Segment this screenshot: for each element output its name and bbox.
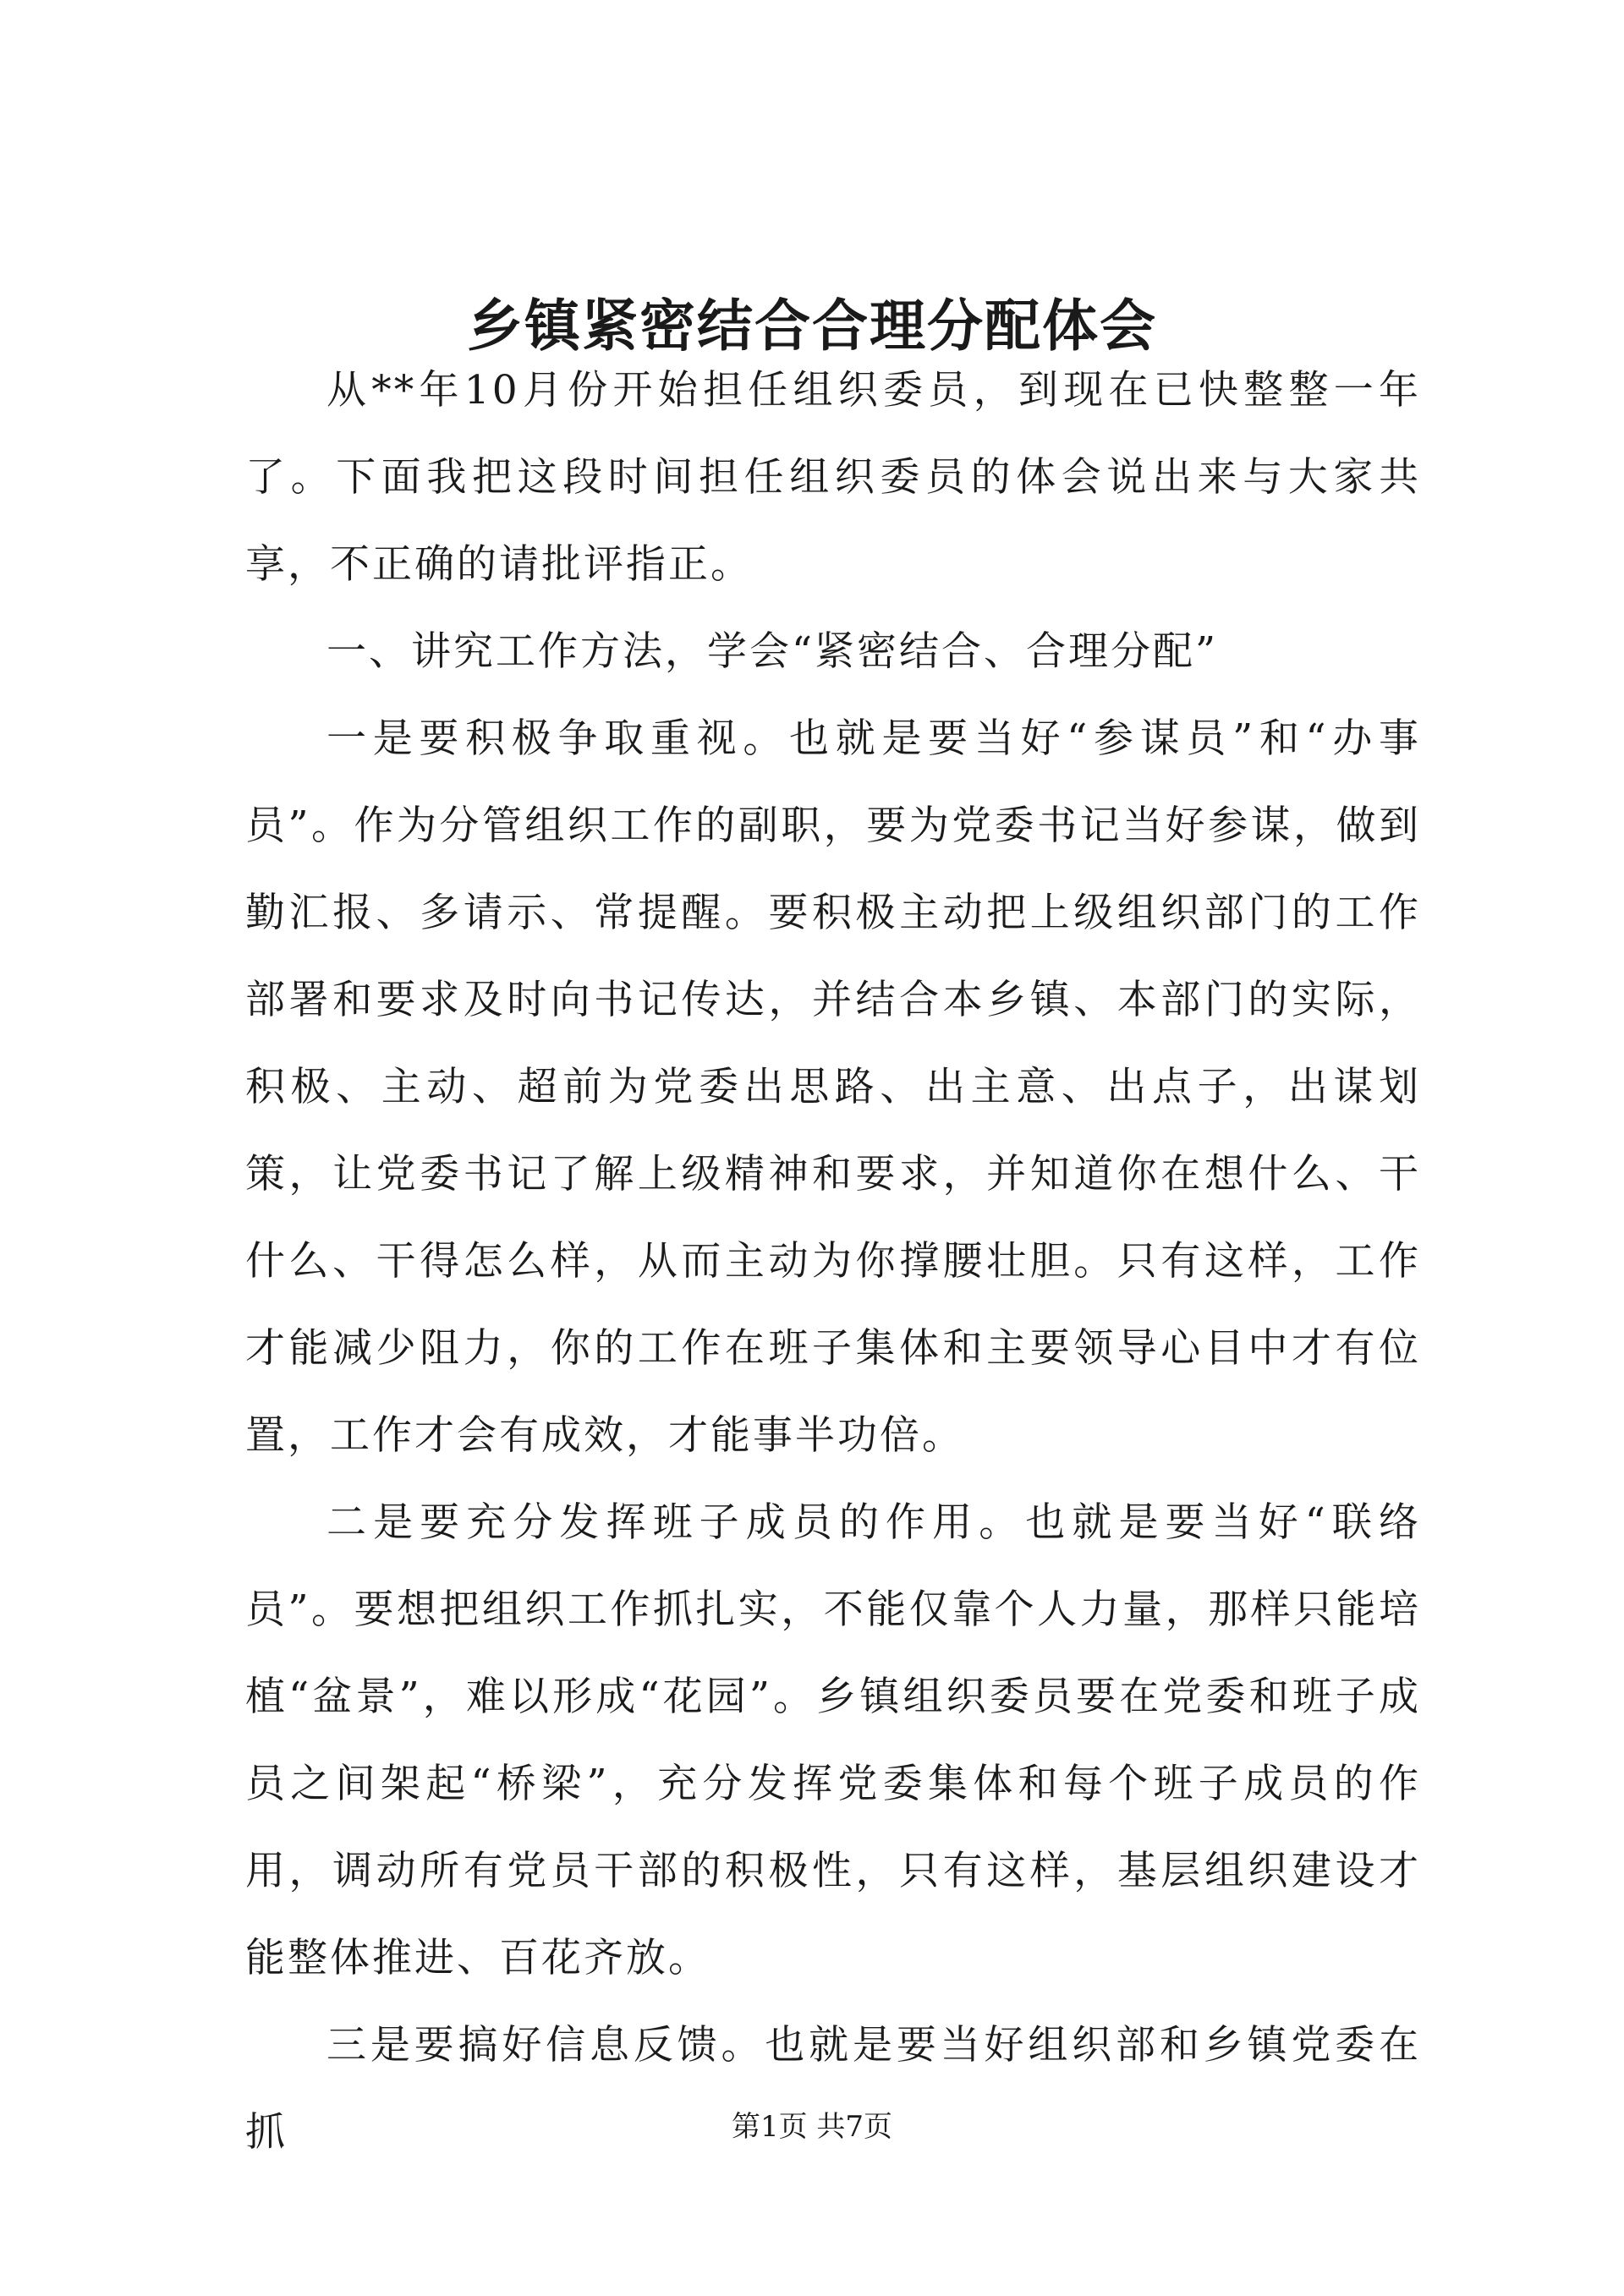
document-title: 乡镇紧密结合合理分配体会: [467, 293, 1157, 359]
page-number-label: 第1页 共7页: [731, 2110, 893, 2144]
paragraph-point-three: 三是要搞好信息反馈。也就是要当好组织部和乡镇党委在抓: [245, 2022, 1421, 2156]
paragraph-section-heading: 一、讲究工作方法，学会“紧密结合、合理分配”: [326, 628, 1219, 675]
page-footer: [0, 2106, 1624, 2148]
paragraph-point-one: 一是要积极争取重视。也就是要当好“参谋员”和“办事员”。作为分管组织工作的副职，要为党委书记当好参谋，做到勤汇报、多请示、常提醒。要积极主动把上级组织部门的工作部署和要求及时向书记传达，并结合本乡镇、本部门的实际，积极、主动、超前为党委出思路、出主意、出点子，出谋划策，让党委书记了解上级精神和要求，并知道你在想什么、干什么、干得怎么样，从而主动为你撑腰壮胆。只有这样，工作才能减少阻力，你的工作在班子集体和主要领导心目中才有位置，工作才会有成效，才能事半功倍。: [245, 715, 1421, 1459]
document-body: [245, 347, 1421, 2176]
paragraph-intro: 从**年10月份开始担任组织委员，到现在已快整整一年了。下面我把这段时间担任组织委员的体会说出来与大家共享，不正确的请批评指正。: [245, 367, 1421, 588]
paragraph-point-two: 二是要充分发挥班子成员的作用。也就是要当好“联络员”。要想把组织工作抓扎实，不能仅靠个人力量，那样只能培植“盆景”，难以形成“花园”。乡镇组织委员要在党委和班子成员之间架起“桥梁”，充分发挥党委集体和每个班子成员的作用，调动所有党员干部的积极性，只有这样，基层组织建设才能整体推进、百花齐放。: [245, 1499, 1421, 1981]
